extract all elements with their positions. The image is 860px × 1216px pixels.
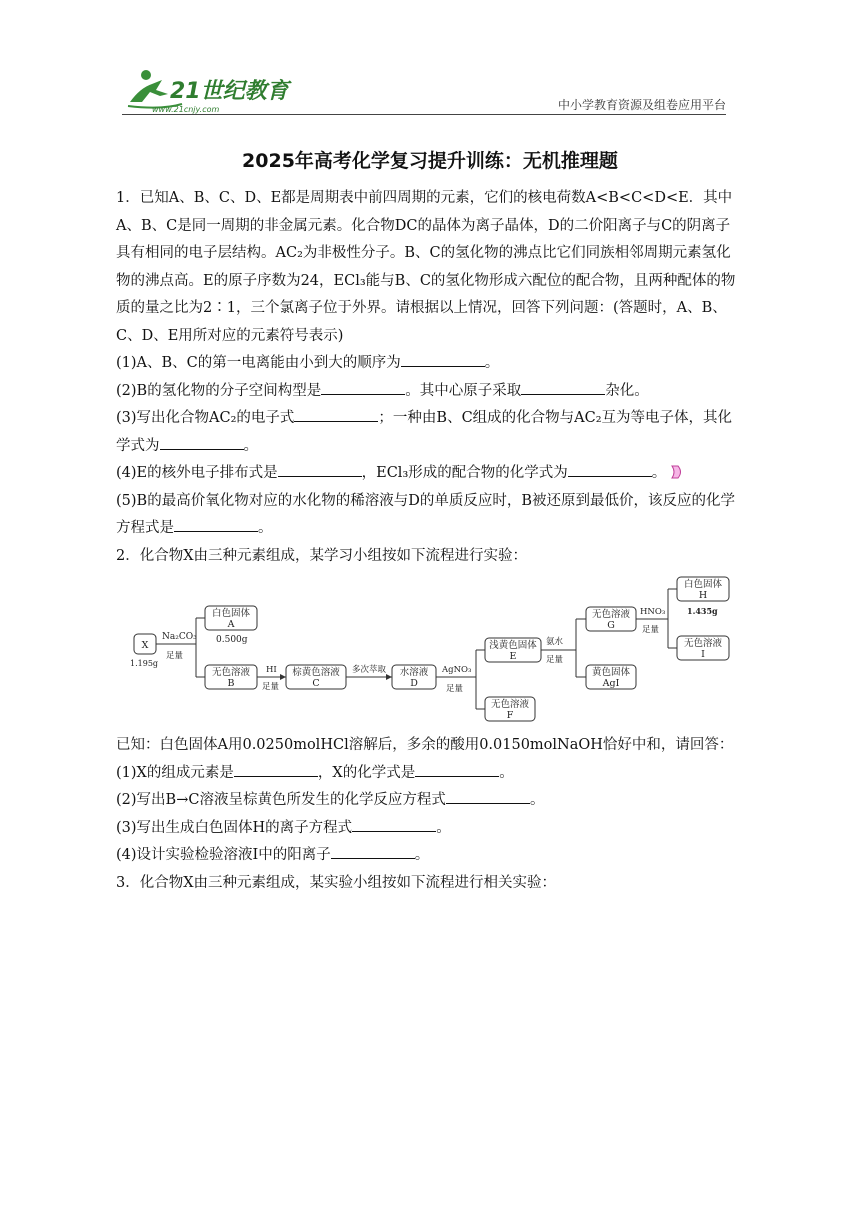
q2-sub2: (2)写出B→C溶液呈棕黄色所发生的化学反应方程式 。 xyxy=(116,787,736,815)
node-d-id: D xyxy=(410,678,418,689)
reagent-na2co3: Na₂CO₃ xyxy=(162,632,197,642)
comment-bubble-icon[interactable] xyxy=(670,465,684,479)
platform-name: 中小学教育资源及组卷应用平台 xyxy=(557,98,726,112)
reagent-ammonia: 氨水 xyxy=(546,637,564,647)
node-a-mass: 0.500g xyxy=(216,635,248,645)
node-agi-id: AgI xyxy=(602,678,620,689)
node-e-name: 浅黄色固体 xyxy=(489,640,537,651)
node-b-id: B xyxy=(227,678,235,689)
answer-blank[interactable] xyxy=(352,815,436,832)
answer-blank[interactable] xyxy=(401,350,485,367)
q1-sub2: (2)B的氢化物的分子空间构型是 。其中心原子采取 杂化。 xyxy=(116,378,736,406)
node-b-name: 无色溶液 xyxy=(211,667,251,678)
node-agi-name: 黄色固体 xyxy=(591,667,631,678)
step-extract: 多次萃取 xyxy=(351,665,387,675)
node-x-mass: 1.195g xyxy=(130,659,159,668)
answer-blank[interactable] xyxy=(446,787,530,804)
svg-text:www.21cnjy.com: www.21cnjy.com xyxy=(152,105,220,114)
reagent-hno3-excess: 足量 xyxy=(642,625,660,635)
q2-stem: 2．化合物X由三种元素组成，某学习小组按如下流程进行实验： xyxy=(116,547,528,564)
answer-blank[interactable] xyxy=(294,405,378,422)
node-h-id: H xyxy=(698,590,708,601)
node-e-id: E xyxy=(509,651,517,662)
node-g-name: 无色溶液 xyxy=(591,609,631,620)
reagent-agno3: AgNO₃ xyxy=(442,665,472,675)
node-a-id: A xyxy=(227,619,235,630)
node-c-id: C xyxy=(312,678,320,689)
node-g-id: G xyxy=(607,620,615,631)
reagent-hi: HI xyxy=(266,665,277,675)
node-c-name: 棕黄色溶液 xyxy=(292,667,340,678)
node-f-id: F xyxy=(506,710,514,721)
node-h-name: 白色固体 xyxy=(683,579,723,590)
q1-sub5: (5)B的最高价氧化物对应的水化物的稀溶液与D的单质反应时，B被还原到最低价，该反应的化学方程式是 。 xyxy=(116,492,735,536)
21cnjy-logo xyxy=(122,66,292,114)
answer-blank[interactable] xyxy=(415,760,499,777)
q2-known: 已知：白色固体A用0.0250molHCl溶解后，多余的酸用0.0150molNaOH恰好中和，请回答： xyxy=(116,737,734,753)
node-h-mass: 1.435g xyxy=(687,606,718,616)
node-f-name: 无色溶液 xyxy=(490,699,530,710)
experiment-flowchart xyxy=(116,574,736,730)
node-i-name: 无色溶液 xyxy=(683,638,723,649)
document-body xyxy=(116,185,736,897)
q2-sub4: (4)设计实验检验溶液Ⅰ中的阳离子 。 xyxy=(116,842,736,870)
node-d-name: 水溶液 xyxy=(399,667,429,678)
answer-blank[interactable] xyxy=(331,842,415,859)
q1-sub3: (3)写出化合物AC₂的电子式 ；一种由B、C组成的化合物与AC₂互为等电子体，其化学式为 。 xyxy=(116,405,736,460)
svg-text:21世纪教育: 21世纪教育 xyxy=(170,79,289,104)
reagent-agno3-excess: 足量 xyxy=(446,684,464,694)
node-a-name: 白色固体 xyxy=(211,608,251,619)
header-rule xyxy=(122,114,726,115)
node-i-id: I xyxy=(701,649,705,660)
reagent-hno3: HNO₃ xyxy=(640,607,666,617)
answer-blank[interactable] xyxy=(234,760,318,777)
answer-blank[interactable] xyxy=(521,378,605,395)
q3-stem: 3．化合物X由三种元素组成，某实验小组按如下流程进行相关实验： xyxy=(116,874,557,891)
page-title: 2025年高考化学复习提升训练：无机推理题 xyxy=(242,150,618,172)
q2-sub1: (1)X的组成元素是 ，X的化学式是 。 xyxy=(116,760,736,788)
reagent-ammonia-excess: 足量 xyxy=(546,655,564,665)
reagent-hi-excess: 足量 xyxy=(262,682,280,692)
q2-sub3: (3)写出生成白色固体H的离子方程式 。 xyxy=(116,815,736,843)
answer-blank[interactable] xyxy=(278,460,362,477)
node-x: X xyxy=(141,640,149,651)
answer-blank[interactable] xyxy=(568,460,652,477)
q1-sub1: (1)A、B、C的第一电离能由小到大的顺序为 。 xyxy=(116,350,736,378)
answer-blank[interactable] xyxy=(174,515,258,532)
answer-blank[interactable] xyxy=(160,433,244,450)
answer-blank[interactable] xyxy=(321,378,405,395)
q1-sub4: (4)E的核外电子排布式是 ，ECl₃形成的配合物的化学式为 。 xyxy=(116,460,736,488)
page-header xyxy=(122,66,726,116)
q1-stem: 1．已知A、B、C、D、E都是周期表中前四周期的元素，它们的核电荷数A<B<C<D<E．其中A、B、C是同一周期的非金属元素。化合物DC的晶体为离子晶体，D的二价阳离子与C的阴离子具有相同的电子层结构。AC₂为非极性分子。B、C的氢化物的沸点比它们同族相邻周期元素氢化物的沸点高。E的原子序数为24，ECl₃能与B、C的氢化物形成六配位的配合物，且两种配体的物质的量之比为2∶1，三个氯离子位于外界。请根据以上情况，回答下列问题：(答题时，A、B、C、D、E用所对应的元素符号表示) xyxy=(116,190,736,344)
reagent-excess: 足量 xyxy=(166,651,184,661)
